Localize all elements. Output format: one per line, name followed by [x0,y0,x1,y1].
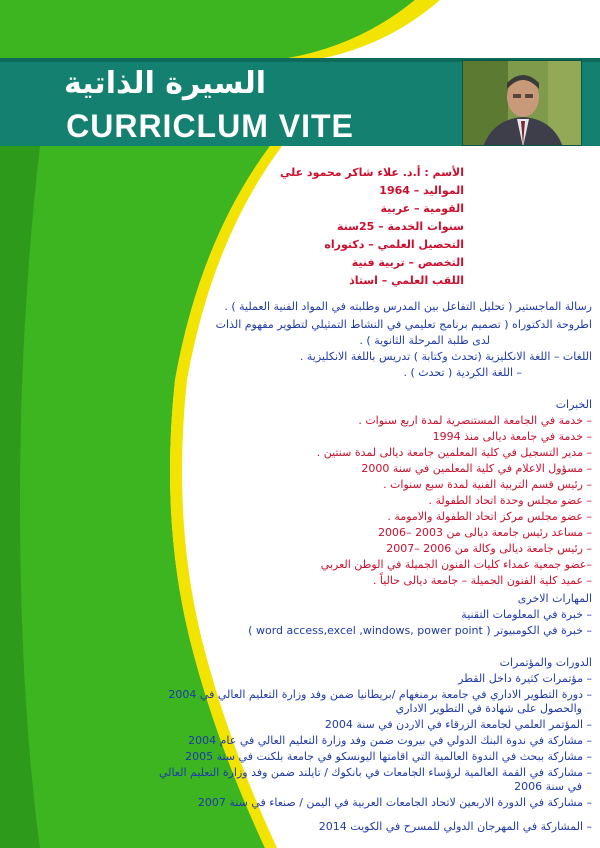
personal-title: اللقب العلمي – استاذ [349,274,464,287]
experience-item: – مدير التسجيل في كلية المعلمين جامعة ديالى لمدة سنتين . [316,446,592,459]
experience-item: – مساعد رئيس جامعة ديالى من 2003 –2006 [378,526,592,539]
title-arabic: السيرة الذاتية [63,66,266,101]
courses-item: – مؤتمرات كثيرة داخل القطر [458,672,592,685]
skills-item: – خبرة في المعلومات التقنية [461,608,592,621]
experience-item: –عضو جمعية عمداء كليات الفنون الجميلة في الوطن العربي [320,558,592,571]
personal-specialty: التخصص – تربية فنية [351,256,464,269]
experience-item: – عميد كلية الفنون الجميلة – جامعة ديالى حالياً . [372,574,592,587]
languages-line: اللغات – اللغة الانكليزية (تحدث وكتابة ) تدريس باللغة الانكليزية . [299,350,592,363]
thesis-phd-cont: لدى طلبة المرحلة الثانوية ) . [359,334,490,347]
personal-name: الأسم : أ.د. علاء شاكر محمود علي [279,166,464,179]
courses-item: – المؤتمر العلمي لجامعة الزرقاء في الاردن في سنة 2004 [324,718,592,731]
courses-item: – مشاركة في القمة العالمية لرؤساء الجامعات في بانكوك / تايلند ضمن وفد وزارة التعليم العالي [158,766,592,779]
experience-item: – خدمة في جامعة ديالى منذ 1994 [432,430,592,443]
experience-item: – مسؤول الاعلام في كلية المعلمين في سنة 2000 [361,462,592,475]
experience-heading: الخبرات [555,398,592,411]
languages-kurdish: – اللغة الكردية ( تحدث ) . [403,366,522,379]
courses-item-cont: والحصول على شهادة في التطوير الاداري [395,702,582,715]
experience-item: – خدمة في الجامعة المستنصرية لمدة اربع سنوات . [358,414,592,427]
courses-item: – مشاركة في الدورة الاربعين لاتحاد الجامعات العربية في اليمن / صنعاء في سنة 2007 [197,796,592,809]
thesis-phd: اطروحة الدكتوراه ( تصميم برنامج تعليمي في النشاط التمثيلي لتطوير مفهوم الذات [215,318,592,331]
skills-heading: المهارات الاخرى [517,592,592,605]
experience-item: – رئيس جامعة ديالى وكالة من 2006 –2007 [386,542,592,555]
personal-service: سنوات الخدمة – 25سنة [337,220,464,233]
personal-birth: المواليد – 1964 [379,184,464,197]
personal-degree: التحصيل العلمي – دكتوراه [324,238,464,251]
title-english: CURRICLUM VITE [66,108,354,144]
courses-item: – مشاركة في ندوة البنك الدولي في بيروت ضمن وفد وزارة التعليم العالي في عام 2004 [188,734,592,747]
courses-item: – المشاركة في المهرجان الدولي للمسرح في الكويت 2014 [318,820,592,833]
courses-heading: الدورات والمؤتمرات [499,656,592,669]
skills-item: – خبرة في الكومبيوتر ( word access,excel ,windows, power point ) [248,624,592,637]
thesis-master: رسالة الماجستير ( تحليل التفاعل بين المدرس وطلبته في المواد الفنية العملية ) . [224,300,592,313]
courses-item-cont: في سنة 2006 [514,780,582,793]
personal-nationality: القومية – عربية [380,202,464,215]
courses-item: – مشاركة ببحث في الندوة العالمية التي اقامتها اليونسكو في جامعة بلكنت في سنة 2005 [185,750,592,763]
experience-item: – عضو مجلس مركز اتحاد الطفولة والامومة . [387,510,592,523]
courses-item: – دورة التطوير الاداري في جامعة برمنغهام /بريطانيا ضمن وفد وزارة التعليم العالي في 2004 [168,688,592,701]
experience-item: – رئيس قسم التربية الفنية لمدة سبع سنوات . [383,478,592,491]
experience-item: – عضو مجلس وحدة اتحاد الطفولة . [428,494,592,507]
